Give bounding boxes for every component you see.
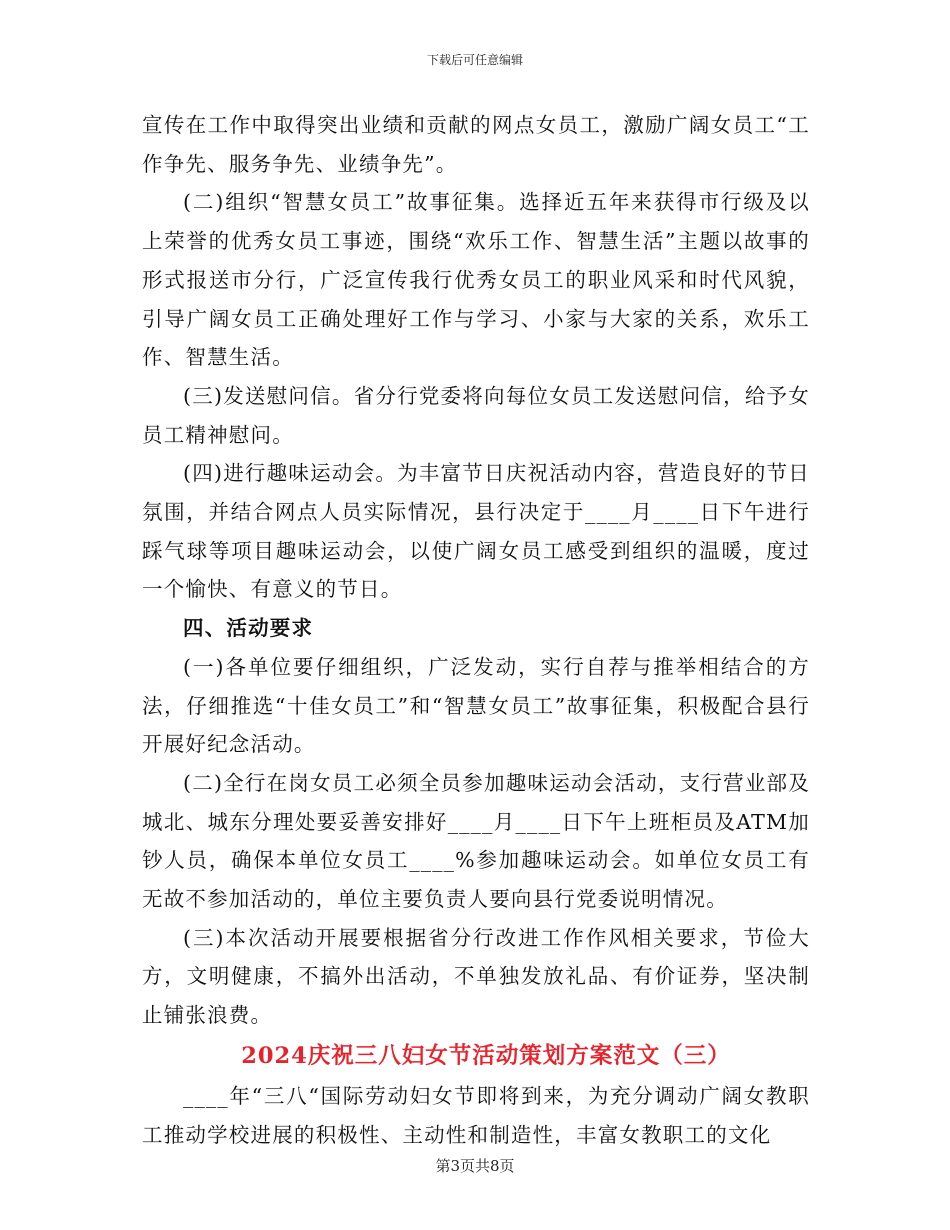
page-header: 下载后可任意编辑 [426,53,523,67]
paragraph-sports-meet: (四)进行趣味运动会。为丰富节日庆祝活动内容，营造良好的节日氛围，并结合网点人员实际情况，县行决定于____月____日下午进行踩气球等项目趣味运动会，以使广阔女员工感受到组织的温暖，度过一个愉快、有意义的节日。 [142,461,810,602]
document-body [142,106,810,1154]
paragraph-requirement-2: (二)全行在岗女员工必须全员参加趣味运动会活动，支行营业部及城北、城东分理处要妥善安排好____月____日下午上班柜员及ATM加钞人员，确保本单位女员工____%参加趣味运动会。如单位女员工有无故不参加活动的，单位主要负责人要向县行党委说明情况。 [142,770,810,912]
paragraph-new-section-intro: ____年“三八“国际劳动妇女节即将到来，为充分调动广阔女教职工推动学校进展的积极性、主动性和制造性，丰富女教职工的文化 [142,1083,810,1147]
paragraph-intro: 宣传在工作中取得突出业绩和贡献的网点女员工，激励广阔女员工“工作争先、服务争先、业绩争先”。 [142,113,810,176]
paragraph-requirement-1: (一)各单位要仔细组织，广泛发动，实行自荐与推举相结合的方法，仔细推选“十佳女员工”和“智慧女员工”故事征集，积极配合县行开展好纪念活动。 [142,654,810,757]
document-section-title: 2024庆祝三八妇女节活动策划方案范文（三） [241,1042,731,1069]
paragraph-story-collection: (二)组织“智慧女员工”故事征集。选择近五年来获得市行级及以上荣誉的优秀女员工事迹，围绕“欢乐工作、智慧生活”主题以故事的形式报送市分行，广泛宣传我行优秀女员工的职业风采和时代风貌，引导广阔女员工正确处理好工作与学习、小家与大家的关系，欢乐工作、智慧生活。 [142,190,810,370]
paragraph-condolence-letter: (三)发送慰问信。省分行党委将向每位女员工发送慰问信，给予女员工精神慰问。 [142,383,810,447]
paragraph-requirement-3: (三)本次活动开展要根据省分行改进工作作风相关要求，节俭大方，文明健康，不搞外出活动，不单独发放礼品、有价证券，坚决制止铺张浪费。 [142,925,810,1028]
page-number: 第3页共8页 [435,1157,515,1175]
section-heading-requirements: 四、活动要求 [183,616,314,641]
